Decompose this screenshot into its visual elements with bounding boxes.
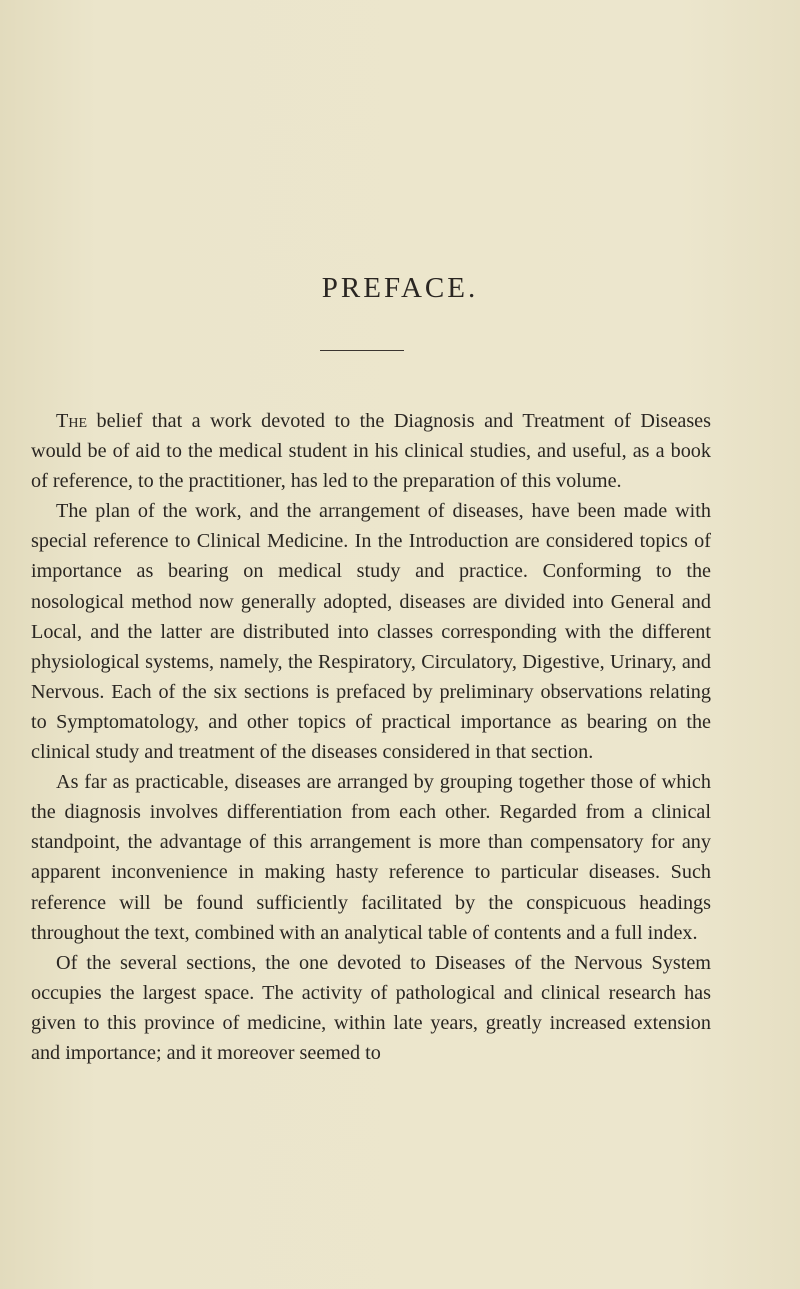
- preface-text: [31, 406, 711, 1068]
- paragraph-1: [31, 406, 711, 496]
- paragraph-text: belief that a work devoted to the Diagnosis and Treatment of Diseases would be of aid to the medical student in his clinical studies, and useful, as a book of reference, to the practitioner, has led to the preparation of this volume.: [31, 410, 711, 493]
- paragraph-3: [31, 767, 711, 948]
- paragraph-text: As far as practicable, diseases are arranged by grouping together those of which the diagnosis involves differentiation from each other. Regarded from a clinical standpoint, the advantage of this arrangement is more than compensatory for any apparent inconvenience in making hasty reference to particular diseases. Such reference will be found sufficiently facilitated by the conspicuous headings throughout the text, combined with an analytical table of contents and a full index.: [31, 771, 711, 944]
- paragraph-text: The plan of the work, and the arrangement of diseases, have been made with special reference to Clinical Medicine. In the Introduction are considered topics of importance as bearing on medical study and practice. Conforming to the nosological method now generally adopted, diseases are divided into General and Local, and the latter are distributed into classes corresponding with the different physiological systems, namely, the Respiratory, Circulatory, Digestive, Urinary, and Nervous. Each of the six sections is prefaced by preliminary observations relating to Symptomatology, and other topics of practical importance as bearing on the clinical study and treatment of the diseases considered in that section.: [31, 500, 711, 764]
- paragraph-2: [31, 496, 711, 767]
- page-title: PREFACE.: [321, 272, 479, 304]
- title-divider: [320, 350, 404, 351]
- paragraph-lead: The: [56, 410, 87, 432]
- paragraph-text: Of the several sections, the one devoted to Diseases of the Nervous System occupies the largest space. The activity of pathological and clinical research has given to this province of medicine, within late years, greatly increased extension and importance; and it moreover seemed to: [31, 951, 711, 1064]
- paragraph-4: [31, 948, 711, 1068]
